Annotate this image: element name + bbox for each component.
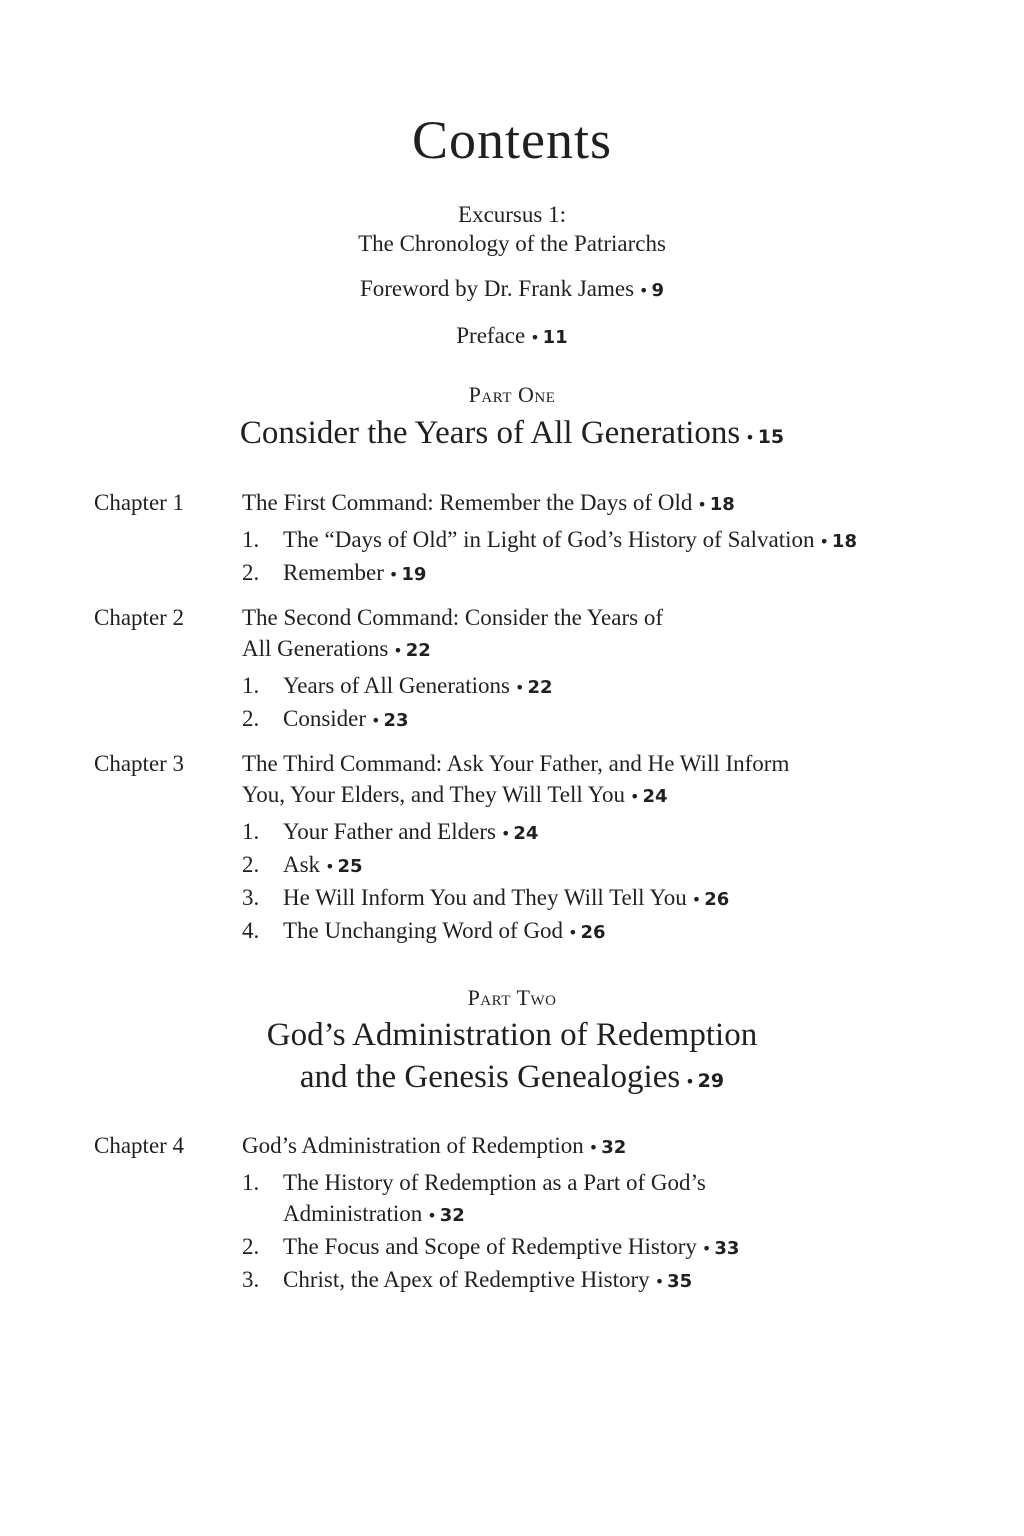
part-title-line: and the Genesis Genealogies	[299, 1059, 681, 1095]
section-entry	[242, 703, 942, 736]
part-title-line: Consider the Years of All Generations	[239, 415, 741, 451]
chapter-title-line: All Generations	[242, 636, 389, 661]
bullet-separator: •	[388, 565, 399, 584]
part-title-line: God’s Administration of Redemption	[266, 1017, 758, 1053]
page-number: 22	[527, 677, 553, 698]
section-number: 2.	[242, 560, 260, 585]
section-number: 4.	[242, 918, 260, 943]
section-title: Your Father and Elders	[283, 819, 496, 844]
section-title: Christ, the Apex of Redemptive History	[283, 1267, 650, 1292]
section-entry	[242, 557, 942, 590]
section-list	[242, 670, 942, 736]
section-number: 3.	[242, 885, 260, 910]
section-number: 1.	[242, 819, 260, 844]
front-matter	[0, 200, 1024, 352]
section-title: Ask	[283, 852, 321, 877]
section-title: Consider	[283, 706, 367, 731]
page-number: 15	[757, 426, 785, 448]
page-number: 32	[601, 1137, 627, 1158]
page-number: 29	[697, 1070, 725, 1092]
section-number: 2.	[242, 1234, 260, 1259]
section-title: The Focus and Scope of Redemptive History	[283, 1234, 697, 1259]
section-title: The Unchanging Word of God	[283, 918, 564, 943]
excursus-title: The Chronology of the Patriarchs	[358, 231, 666, 256]
section-title: Administration	[283, 1201, 423, 1226]
bullet-separator: •	[588, 1138, 599, 1157]
bullet-separator: •	[530, 328, 540, 347]
section-number: 3.	[242, 1267, 260, 1292]
chapter-label: Chapter 1	[94, 490, 185, 515]
chapter-title	[242, 748, 922, 812]
bullet-separator: •	[639, 281, 649, 300]
bullet-separator: •	[654, 1272, 665, 1291]
section-title: Remember	[283, 560, 384, 585]
section-entry	[242, 1264, 942, 1297]
section-title: Years of All Generations	[283, 673, 510, 698]
section-entry	[242, 1231, 942, 1264]
section-number: 2.	[242, 706, 260, 731]
section-title: He Will Inform You and They Will Tell You	[283, 885, 687, 910]
page-number: 22	[405, 640, 431, 661]
chapter-title-line: The Third Command: Ask Your Father, and He Will Inform	[242, 751, 790, 776]
chapter-title	[242, 1130, 922, 1163]
section-entry	[242, 915, 942, 948]
section-number: 2.	[242, 852, 260, 877]
page-number: 32	[439, 1205, 465, 1226]
section-entry	[242, 670, 942, 703]
bullet-separator: •	[697, 495, 707, 514]
part-one-title	[0, 412, 1024, 459]
section-title: The History of Redemption as a Part of God’s	[283, 1170, 706, 1195]
chapter-title-line: You, Your Elders, and They Will Tell You	[242, 782, 625, 807]
preface-text: Preface	[456, 323, 526, 348]
page-number: 24	[513, 823, 539, 844]
section-entry	[242, 816, 942, 849]
foreword-text: Foreword by Dr. Frank James	[359, 276, 635, 301]
section-list	[242, 816, 942, 948]
page-number: 18	[709, 494, 735, 515]
bullet-separator: •	[515, 678, 525, 697]
page-number: 24	[642, 786, 668, 807]
chapter-title-line: God’s Administration of Redemption	[242, 1133, 584, 1158]
page-number: 23	[383, 710, 409, 731]
page-number: 19	[401, 564, 427, 585]
page-number: 26	[704, 889, 730, 910]
bullet-separator: •	[371, 711, 381, 730]
bullet-separator: •	[819, 532, 829, 551]
chapter-title-line: The Second Command: Consider the Years of	[242, 605, 663, 630]
bullet-separator: •	[393, 641, 403, 660]
page-number: 26	[580, 922, 606, 943]
bullet-separator: •	[701, 1239, 712, 1258]
foreword-entry	[0, 274, 1024, 305]
page-number: 9	[651, 280, 664, 301]
chapter-title	[242, 602, 922, 666]
page-number: 33	[714, 1238, 740, 1259]
bullet-separator: •	[427, 1206, 437, 1225]
section-entry	[242, 524, 942, 557]
part-two-label: Part Two	[467, 985, 557, 1010]
section-number: 1.	[242, 1170, 260, 1195]
section-entry	[242, 849, 942, 882]
page-number: 25	[337, 856, 363, 877]
chapter-title	[242, 487, 922, 520]
bullet-separator: •	[691, 890, 702, 909]
part-two-title	[0, 1014, 1024, 1103]
part-one-label: Part One	[468, 382, 556, 407]
section-title: The “Days of Old” in Light of God’s History of Salvation	[283, 527, 815, 552]
chapter-title-line: The First Command: Remember the Days of Old	[242, 490, 693, 515]
section-list	[242, 1167, 942, 1297]
chapter-label: Chapter 3	[94, 751, 185, 776]
page-number: 35	[667, 1271, 693, 1292]
page-number: 18	[831, 531, 857, 552]
bullet-separator: •	[745, 428, 755, 447]
section-entry	[242, 882, 942, 915]
excursus-label: Excursus 1:	[458, 202, 566, 227]
bullet-separator: •	[325, 857, 335, 876]
chapter-label: Chapter 4	[94, 1133, 185, 1158]
section-entry	[242, 1167, 942, 1231]
bullet-separator: •	[568, 923, 578, 942]
bullet-separator: •	[630, 787, 640, 806]
bullet-separator: •	[500, 824, 511, 843]
section-number: 1.	[242, 673, 260, 698]
bullet-separator: •	[685, 1072, 695, 1091]
page-title: Contents	[411, 110, 612, 170]
section-list	[242, 524, 942, 590]
preface-entry	[0, 321, 1024, 352]
chapter-label: Chapter 2	[94, 605, 185, 630]
section-number: 1.	[242, 527, 260, 552]
page-number: 11	[542, 327, 568, 348]
